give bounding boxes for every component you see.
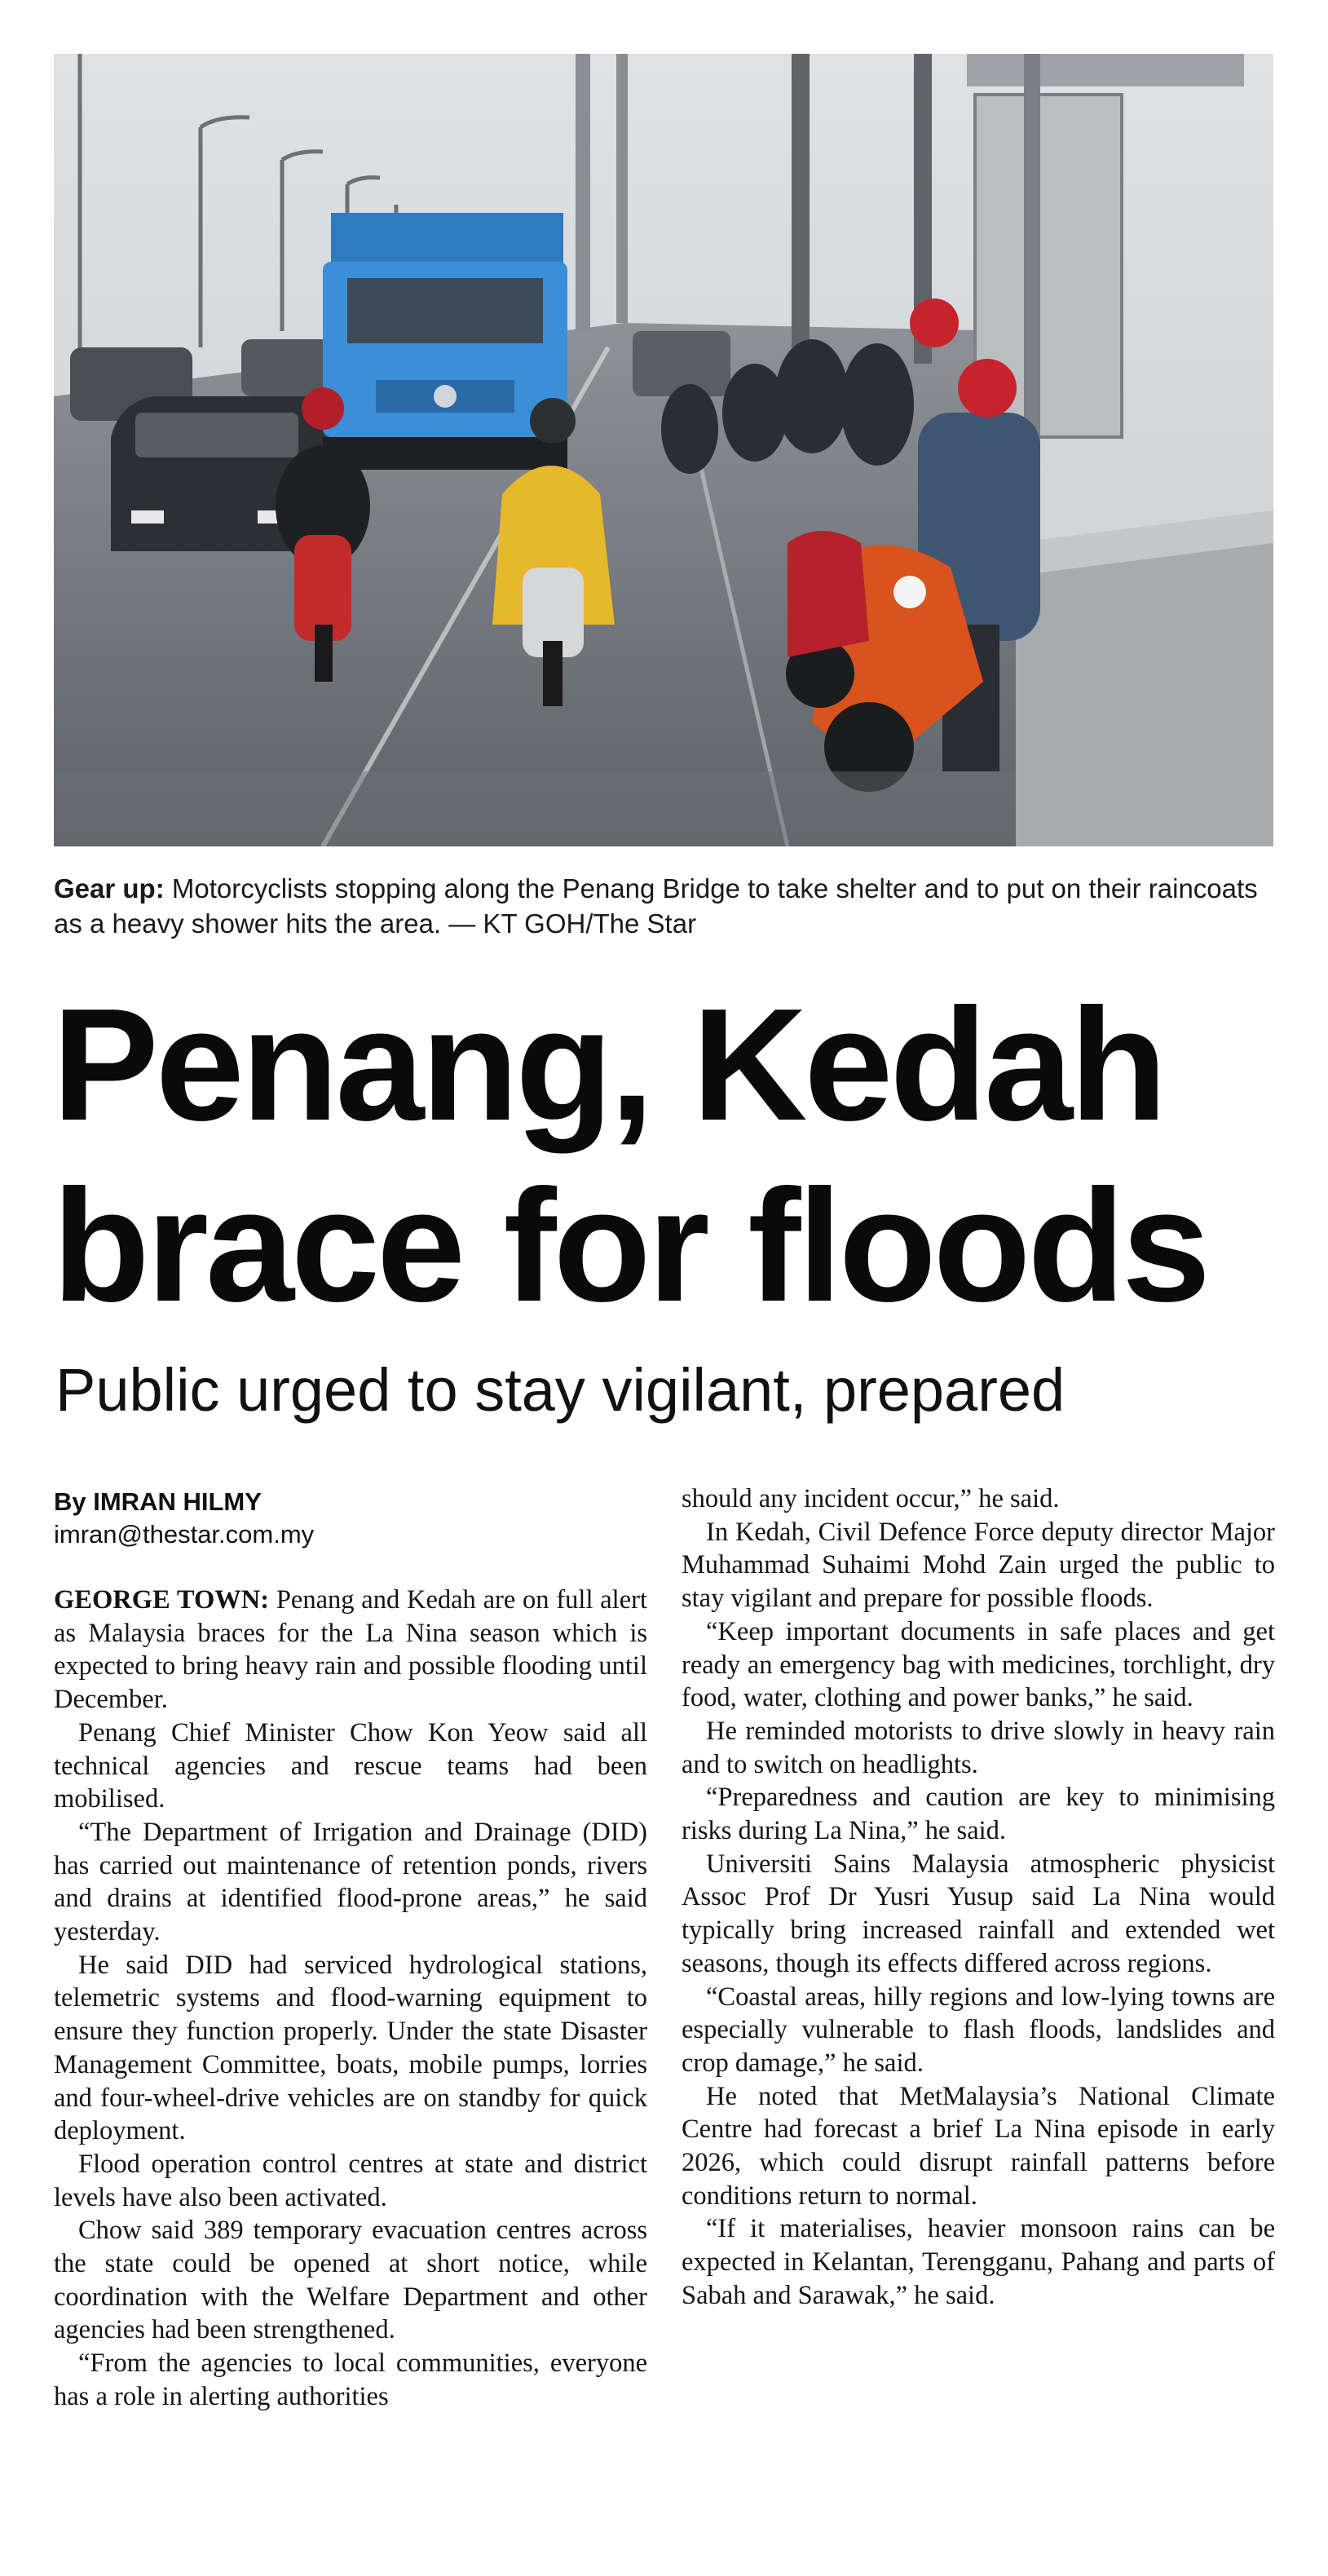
- article-paragraph: “From the agencies to local communities, everyone has a role in alerting authorities: [54, 2348, 647, 2411]
- byline-author: By IMRAN HILMY: [54, 1487, 262, 1516]
- article-paragraph: “Preparedness and caution are key to minimising risks during La Nina,” he said.: [682, 1783, 1275, 1846]
- article-paragraph: In Kedah, Civil Defence Force deputy director Major Muhammad Suhaimi Mohd Zain urged the public to stay vigilant and prepare for possible floods.: [682, 1517, 1275, 1614]
- article-column-2: [682, 1482, 1275, 2313]
- article-paragraph: “Keep important documents in safe places and get ready an emergency bag with medicines, torchlight, dry food, water, clothing and power banks,” he said.: [682, 1616, 1275, 1713]
- headline-line-1: Penang, Kedah: [52, 975, 1164, 1154]
- article-paragraph: He reminded motorists to drive slowly in heavy rain and to switch on headlights.: [682, 1716, 1275, 1779]
- article-paragraph: “The Department of Irrigation and Drainage (DID) has carried out maintenance of retention ponds, rivers and drains at identified flood-prone areas,” he said yesterday.: [54, 1817, 647, 1947]
- article-paragraph: “If it materialises, heavier monsoon rains can be expected in Kelantan, Terengganu, Pahang and parts of Sabah and Sarawak,” he said.: [682, 2214, 1275, 2310]
- article-paragraph: He said DID had serviced hydrological stations, telemetric systems and flood-warning equipment to ensure they function properly. Under the state Disaster Management Committee, boats, mobile pumps, lorries and four-wheel-drive vehicles are on standby for quick deployment.: [54, 1950, 647, 2146]
- article-paragraph: GEORGE TOWN: Penang and Kedah are on full alert as Malaysia braces for the La Nina season which is expected to bring heavy rain and possible flooding until December.: [54, 1585, 647, 1715]
- photo-motorcyclists-bridge-icon: [54, 54, 1273, 846]
- article-paragraph: Chow said 389 temporary evacuation centres across the state could be opened at short notice, while coordination with the Welfare Department and other agencies had been strengthened.: [54, 2216, 647, 2345]
- byline-email[interactable]: imran@thestar.com.my: [54, 1520, 315, 1549]
- photo-caption: [54, 871, 1273, 941]
- news-photo: [54, 54, 1273, 846]
- caption-lead: Gear up:: [54, 873, 165, 904]
- article-paragraph: “Coastal areas, hilly regions and low-lying towns are especially vulnerable to flash floods, landslides and crop damage,” he said.: [682, 1982, 1275, 2078]
- article-paragraph: Penang Chief Minister Chow Kon Yeow said all technical agencies and rescue teams had been mobilised.: [54, 1717, 647, 1814]
- article-paragraph: He noted that MetMalaysia’s National Climate Centre had forecast a brief La Nina episode in early 2026, which could disrupt rainfall patterns before conditions return to normal.: [682, 2081, 1275, 2211]
- article-paragraph: Flood operation control centres at state and district levels have also been activated.: [54, 2149, 647, 2212]
- headline-line-2: brace for floods: [52, 1156, 1208, 1335]
- headline: [52, 974, 1291, 1337]
- article-paragraph: should any incident occur,” he said.: [682, 1484, 1060, 1513]
- caption-text: Motorcyclists stopping along the Penang Bridge to take shelter and to put on their raincoats as a heavy shower hits the area. — KT GOH/The Star: [54, 873, 1258, 939]
- dateline: GEORGE TOWN:: [54, 1585, 270, 1615]
- article-paragraph: Universiti Sains Malaysia atmospheric physicist Assoc Prof Dr Yusri Yusup said La Nina would typically bring increased rainfall and extended wet seasons, though its effects differed across regions.: [682, 1849, 1275, 1978]
- subheadline: Public urged to stay vigilant, prepared: [55, 1356, 1065, 1424]
- article-column-1: [54, 1584, 647, 2414]
